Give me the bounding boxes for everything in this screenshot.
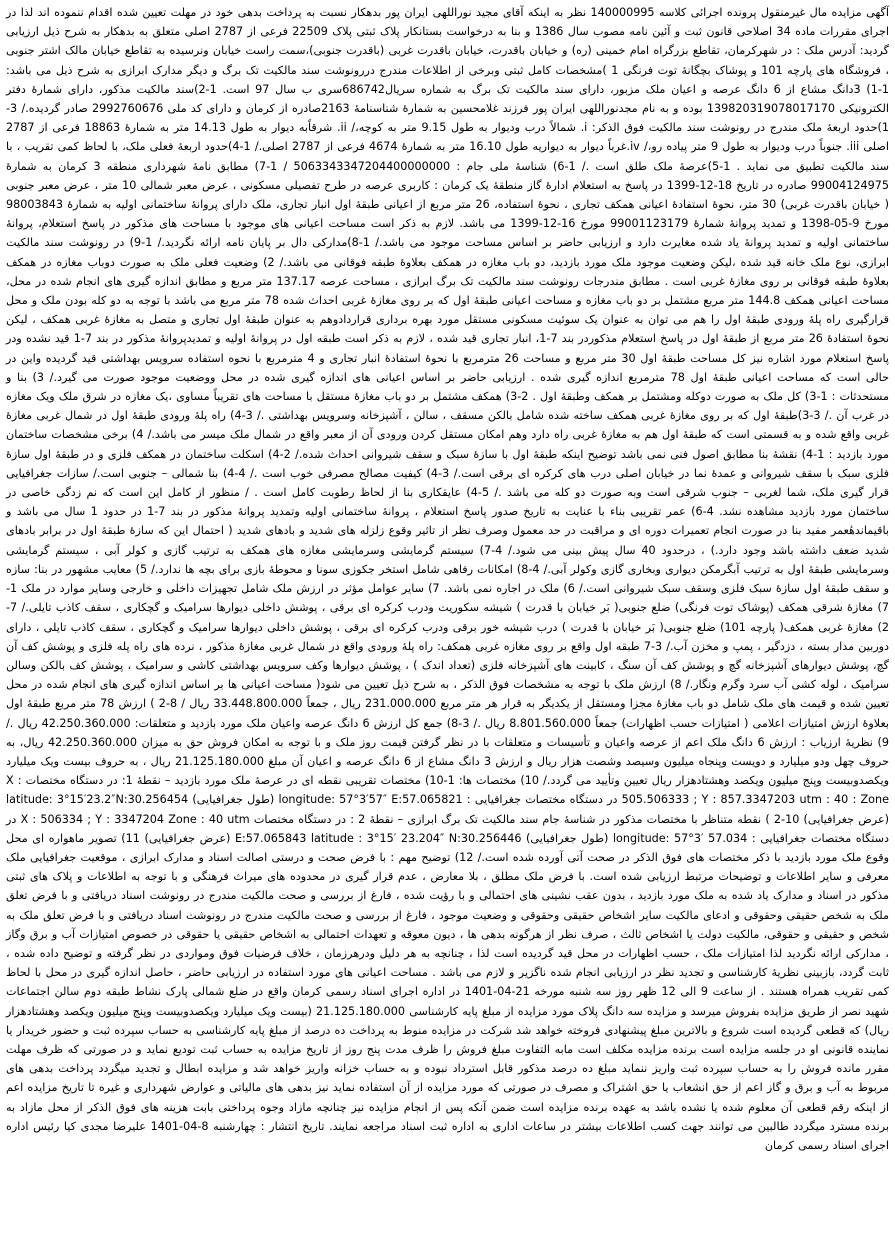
auction-notice-text: آگهی مزایده مال غیرمنقول پرونده اجرائی کلاسه 140000995 نظر به اینکه آقای مجید نوراللهی ایران پور بدهکار نسبت به پرداخت بدهی خود در مهلت تعیین شده اقدام ننموده اند لذا در اجرای مقررات ماده 34 اصلاحی قانون ثبت و آئین نامه مصوب سال 1386 و بنا به درخواست بستانکار پلاک ثبتی پلاک 22509 فرعی از 2787 اصلی متعلق به بدهکار به شرح ذیل ارزیابی گردید: آدرس ملک : در شهرکرمان، تقاطع بزرگراه امام خمینی (ره) و خیابان باقدرت، خیابان باقدرت غربی (باقدرت جنوبی)،سمت راست خیابان ونرسیده به تقاطع خیابان مالک اشتر جنوبی ، فروشگاه های پارچه 101 و پوشاک بچگانهٔ توت فرنگی 1 )مشخصات کامل ثبتی وبرخی از اطلاعات مندرج دررونوشت سند مالکیت تک برگ و دیگر مدارک ابرازی به شرح ذیل می باشد: 1-1) 3دانگ مشاع از 6 دانگ عرصه و اعیان ملک مزبور، دارای سند مالکیت تک برگ به شماره سریال686742سری ب سال 97 است. 1-2)سند مالکیت مذکور، دارای شمارهٔ دفتر الکترونیکی 139820319078017170 بوده و به نام مجدنوراللهی ایران پور فرزند غلامحسین به شمارهٔ شناسنامهٔ 2163صادره از کرمان و دارای کد ملی 2992760676 صادر گردیده./ 3-1)حدود اربعهٔ ملک مندرج در رونوشت سند مالکیت فوق الذکر: i. شمالاً درب ودیوار به طول 9.15 متر به کوچه،/ ii. شرقاًبه دیوار به طول 14.13 متر به شمارهٔ 18863 فرعی از 2787 اصلی iii. جنوباً درب ودیوار به طول 9 متر پیاده رو،/ iv.غرباً دیوار به دیواریه طول 16.10 متر به شمارهٔ 4674 فرعی از 2787 اصلی./ 1-4)حدود اربعهٔ فعلی ملک، با لحاظ کمی تقریب ، با سند مالکیت تطبیق می نماید . 1-5)عرصهٔ ملک طلق است ./ 1-6) شناسهٔ ملی جام : 5063343347204400000000 / 1-7) مطابق نامهٔ شهرداری منطقه 3 کرمان به شمارهٔ 99004124975 صادره در تاریخ 18-12-1399 در پاسخ به استعلام ادارهٔ گاز منطقهٔ یک کرمان : کاربری عرصه در طرح تفصیلی مسکونی ، عرض معبر شمالی 10 متر ، عرض معبر جنوبی ( خیابان باقدرت غربی) 30 متر، نحوهٔ استفادهٔ اعیانی همکف تجاری ، نحوهٔ استفاده، 26 متر مربع از اعیانی طبقهٔ اول انبار تجاری، ملک دارای پروانهٔ ساختمانی اولیه به شمارهٔ 98003843 مورخ 9-05-1398 و تمدید پروانهٔ شمارهٔ 99001123179 مورخ 16-12-1399 می باشد. لازم به ذکر است مساحت اعیانی های موجود با مساحت های مذکور در پاسخ استعلام، پروانهٔ ساختمانی اولیه و تمدید پروانهٔ یاد شده مغایرت دارد و ارزیابی حاضر بر اساس مساحت موجود می باشد./ 1-8)مدارکی دال بر پایان نامه ارائه نگردید./ 1-9) در رونوشت سند مالکیت ابرازی، نوع ملک خانه قید شده ،لیکن وضعیت موجود ملک مورد بازدید، دو باب مغازه در همکف بعلاوهٔ طبقه فوقانی می باشد./ 2) وضعیت فعلی ملک به صورت دوباب مغازه در همکف بعلاوهٔ طبقه فوقانی بر روی مغازهٔ غربی است . مطابق مندرجات رونوشت سند مالکیت تک برگ ابرازی ، مساحت عرصه 137.17 متر مربع و مطابق اندازه گیری های انجام شده در محل، مساحت اعیانی همکف 144.8 متر مربع مشتمل بر دو باب مغازه و مساحت اعیانی طبقهٔ اول که بر روی مغازهٔ غربی احداث شده 78 متر مربع می باشد با توجه به دو کله بودن ملک و محل قرارگیری راه پلهٔ ورودی طبقهٔ اول را هم می توان به عنوان یک سوئیت مسکونی مستقل مورد بهره برداری قراردادوهم به عنوان طبقهٔ اول تجاری و متصل به مغازهٔ غربی همکف ، لیکن نحوهٔ استفادهٔ 26 متر مربع از طبقهٔ اول در پاسخ استعلام مذکوردر بند 7-1، انبار تجاری قید شده ، لازم به ذکر است طبقه اول در پروانهٔ اولیه و تمدیدپروانهٔ مذکور در بند 7-1 قید نشده ودر پاسخ استعلام مورد اشاره نیز کل مساحت طبقهٔ اول 30 متر مربع و مساحت 26 مترمربع با نحوهٔ استفادهٔ انبار تجاری و 4 مترمربع با نحوه استفاده سرویس بهداشتی قید گردیده واین در حالی است که مساحت اعیانی طبقهٔ اول 78 مترمربع اندازه گیری شده . ارزیابی حاضر بر اساس اعیانی های اندازه گیری شده در محل ووضعیت موجود صورت می گیرد./ 3) بنا و مستحدثات : 1-3) کل ملک به صورت دوکله ومشتمل بر همکف وطبقهٔ اول . 2-3) همکف مشتمل بر دو باب مغازهٔ مستقل با مساحت های تقریباً مساوی ،یک مغازه در شرق ملک ویک مغازه در غرب آن ./ 3-3)طبقهٔ اول که بر روی مغازهٔ غربی همکف ساخته شده شامل بالکن مسقف ، سالن ، آشپزخانه وسرویس بهداشتی ./ 3-4) راه پلهٔ ورودی طبقهٔ اول در شمال غربی مغازهٔ غربی واقع شده و به قسمتی است که طبقهٔ اول هم به مغازهٔ غربی راه دارد وهم امکان مستقل کردن ورودی آن از معبر واقع در شمال ملک میسر می باشد./ 4) برخی مشخصات ساختمان مورد بازدید : 1-4) نقشهٔ بنا مطابق اصول فنی نمی باشد توضیح اینکه طبقهٔ اول با سازهٔ سبک و سقف شیروانی احداث شده./ 2-4) اسکلت ساختمان در همکف فلزی و در طبقهٔ اول سازهٔ فلزی سبک با سقف شیروانی و عمدهٔ نما در خیابان اصلی درب های کرکره ای برقی است./ 3-4) کیفیت مصالح مصرفی خوب است ./ 4-4) بنا شمالی – جنوبی است./ سازات جغرافیایی قرار گیری ملک، شما لغربی – جنوب شرقی است وبه صورت دو کله می باشد ./ 5-4) عایقکاری بنا از لحاظ رطوبت کامل است . / منظور از کامل این است که نم زدگی خاصی در ساختمان مورد بازدید مشاهده نشد. 4-6) عمر تقریبی بناء با عنایت به تاریخ صدور پاسخ استعلام ، پروانهٔ ساختمانی اولیه وتمدید پروانهٔ مذکور در بند 7-1 در حدود 1 سال می باشد و باقیماندهٔعمر مفید بنا در صورت انجام تعمیرات دوره ای و مراقبت در حد معمول وصرف نظر از تاثیر وقوع زلزله های شدید و بادهای شدید ( احتمال این که سازهٔ طبقهٔ اول در برابر بادهای شدید ضعف داشته باشد وجود دارد.) ، درحدود 40 سال پیش بینی می شود./ 4-7) سیستم گرمایشی وسرمایشی مغازه های همکف به ترتیب گازی و کولر آبی ، سیستم گرمایشی وسرمایشی طبقهٔ اول به ترتیب آبگرمکن دیواری وبخاری گازی وکولر آبی./ 4-8) امکانات رفاهی شامل استخر جکوزی سونا و محوطهٔ بازی برای بچه ها ندارد./ 5) معایب مشهور در بنا: سازه و سقف طبقهٔ اول سازهٔ سبک فلزی وسقف سبک شیروانی است./ 6) ملک در اجاره نمی باشد. 7) سایر عوامل مؤثر در ارزش ملک شامل تجهیزات داخلی و خارجی وسایر موارد در ملک 1-7) مغازهٔ شرقی همکف (پوشاک توت فرنگی) ضلع جنوبی( بَر خیابان با قدرت ) شیشه سکوریت ودرب کرکره ای برقی ، پوشش داخلی دیوارها سرامیک و گچکاری ، سقف کاذب تایلی./ 7-2) مغازهٔ غربی همکف( پارچه 101) ضلع جنوبی( بَر خیابان با قدرت ) درب شیشه خور برقی ودرب کرکره ای برقی ، پوشش داخلی دیوارها سرامیک و گچکاری ، سقف کاذب تایلی ، دارای دوربین مدار بسته ، دزدگیر ، پمپ و مخزن آب./ 3-7 طبقه اول واقع بر روی مغازه غربی همکف: راه پلهٔ ورودی واقع در شمال غربی مغازهٔ مذکور ، نرده های راه پله فلزی و پوشش کف آن گچ، پوشش دیوارهای آشپزخانه گچ و پوشش کف آن سنگ ، کابینت های آشپزخانه فلزی (تعداد اندک ) ، پوشش دیوارها وکف سرویس بهداشتی کاشی و سرامیک ، پوشش کف بالکن وسالن سرامیک ، لوله کشی آب سرد وگرم ونگار./ 8) ارزش ملک با توجه به مشخصات فوق الذکر ، به شرح ذیل تعیین می شود( مساحت اعیانی ها بر اساس اندازه گیری های انجام شده در محل تعیین شده و قیمت های ملک شامل دو باب مغازهٔ مجزا ومستقل از یکدیگر به قرار هر متر مربع 231.000.000 ریال ، جمعاً 33.448.800.000 ریال / 8-2 ) ارزش 78 متر مربع طبقهٔ اول بعلاوهٔ ارزش امتیازات اعلامی ( امتیازات حسب اظهارات) جمعاً 8.801.560.000 ریال ./ 3-8) جمع کل ارزش 6 دانگ عرصه واعیان ملک مورد بازدید و متعلقات: 42.250.360.000 ریال ./ 9) نظریهٔ ارزیاب : ارزش 6 دانگ ملک اعم از عرصه واعیان و تأسیسات و متعلقات با در نظر گرفتن قیمت روز ملک و با توجه به امکان فروش حق به میزان 42.250.360.000 ریال، به حروف چهل ودو میلیارد و دویست وپنجاه میلیون وسیصد وشصت هزار ریال و ارزش 3 دانگ مشاع از 6 دانگ عرصه و اعیان آن مبلغ 21.125.180.000 ریال ، به حروف بیست ویک میلیارد ویکصدوبیست وپنج میلیون ویکصد وهشتادهزار ریال تعیین وتأیید می گردد./ 10) مختصات ها: 1-10) مختصات تقریبی نقطه ای در عرصهٔ ملک مورد بازدید – نقطهٔ 1: در دستگاه مختصات X : 505.506333 ; Y : 857.3347203 utm : 40 : Zone در دستگاه مختصات جغرافیایی : longitude: 57°3′57″ E:57.065821 (طول جغرافیایی) latitude: 3°15′23.2″N:30.256454 (عرض جغرافیایی) 10-2 ) نقطه متناظر با مختصات مذکور در شناسهٔ جام سند مالکیت تک برگ ابرازی – نقطهٔ 2 : در دستگاه مختصات X : 506334 ; Y : 3347204 Zone : 40 utm در دستگاه مختصات جغرافیایی : longitude: 57°3′ 57.034 (طول جغرافیایی) E:57.065843 latitude : 3°15′ 23.204″ N:30.256446 (عرض جغرافیایی) 11) تصویر ماهواره ای محل وقوع ملک مورد بازدید با ذکر مختصات های فوق الذکر در صحت آتی آورده شده است./ 12) توضیح مهم : با فرض صحت و درستی اصالت اسناد و مدارک ابرازی ، موقعیت جغرافیایی ملک معرفی و سایر اطلاعات و توضیحات مرتبط ارزیابی شده است. با فرض ملک مطلق ، بلا معارض ، عدم قرار گیری در محدوده های میراث فرهنگی و با توجه به اطلاعات و پلاک های ثبتی مذکور در اسناد و مدارک یاد شده به ملک مورد بازدید ، بدون عقب نشینی های احتمالی و با رؤیت شده ، فارغ از بررسی و صحت مالکیت مندرج در رونوشت اسناد دریافتی و با فرض تعلق ملک به شخص حقیقی وحقوقی و ادعای مالکیت سایر اشخاص حقیقی وحقوقی و وضعیت موجود ، فارغ از بررسی و صحت مالکیت مندرج در رونوشت اسناد دریافتی و با فرض تعلق ملک به شخص و حقیقی و حقوقی، مالکیت دولت یا اشخاص ثالث ، صرف نظر از هرگونه بدهی ها ، دیون معوقه و تعهدات احتمالی به اشخاص حقیقی یا حقوقی در خصوص امتیازات آب و برق وگاز ، مدارکی ارائه نگردید لذا امتیازات ملک ، حسب اظهارات در محل قید گردیده است لذا ، چنانچه به هر دلیل ودرهرزمان ، خلاف فرضیات فوق ومواردی در نظر گرفته و توضیح داده شده ، ثابت گردد، بازبینی نظریهٔ کارشناسی و تجدید نظر در ارزیابی انجام شده ناگزیر و لازم می باشد . مساحت اعیانی های مورد استفاده در ارزیابی حاضر ، حاصل اندازه گیری در محل با لحاظ کمی تقریب همراه هستند . از ساعت 9 الی 12 ظهر روز سه شنبه مورخه 21-04-1401 در اداره اجرای اسناد رسمی کرمان واقع در ضلع شمالی پارک نشاط طبقه دوم سالن اجتماعات شهید نصر از طریق مزایده بفروش میرسد و مزایده سه دانگ پلاک مورد مزایده از مبلغ پایه کارشناسی 21.125.180.000 (بیست ویک میلیارد ویکصدوبیست وپنج میلیون ویکصد وهشتادهزار ریال) که قطعی گردیده است شروع و بالاترین مبلغ پیشنهادی فروخته خواهد شد شرکت در مزایده منوط به پرداخت ده درصد از مبلغ پایه کارشناسی به حساب سپرده ثبت و حضور خریدار یا نماینده قانونی او در جلسه مزایده است برنده مزایده مکلف است مابه التفاوت مبلغ فروش را ظرف مدت پنج روز از تاریخ مزایده به حساب ثبت تودیع نماید و در صورتی که ظرف مهلت مقرر مانده فروش را به حساب سپرده ثبت واریز ننماید مبلغ ده درصد مذکور قابل استرداد نبوده و به حساب خزانه واریز خواهد شد و مزایده ابطال و تجدید میگردد پرداخت بدهی های مربوط به آب و برق و گاز اعم از حق انشعاب یا حق اشتراک و مصرف در صورتی که مورد مزایده از آن استفاده نماید نیز بدهی های مالیاتی و عوارض شهرداری و غیره تا تاریخ مزایده اعم از اینکه رقم قطعی آن معلوم شده یا نشده باشد به عهده برنده مزایده است ضمن آنکه پس از انجام مزایده نیز چنانچه مازاد وجوه پرداختی بابت هزینه های فوق الذکر از محل مازاد به برنده مسترد میگردد طالبین می توانند جهت کسب اطلاعات بیشتر در ساعات اداری به اداره ثبت اسناد مراجعه نمایند. تاریخ انتشار : چهارشنبه 8-04-1401 علیرضا مجدی کیا رئیس اداره اجرای اسناد رسمی کرمان <box>1 6 890 1152</box>
